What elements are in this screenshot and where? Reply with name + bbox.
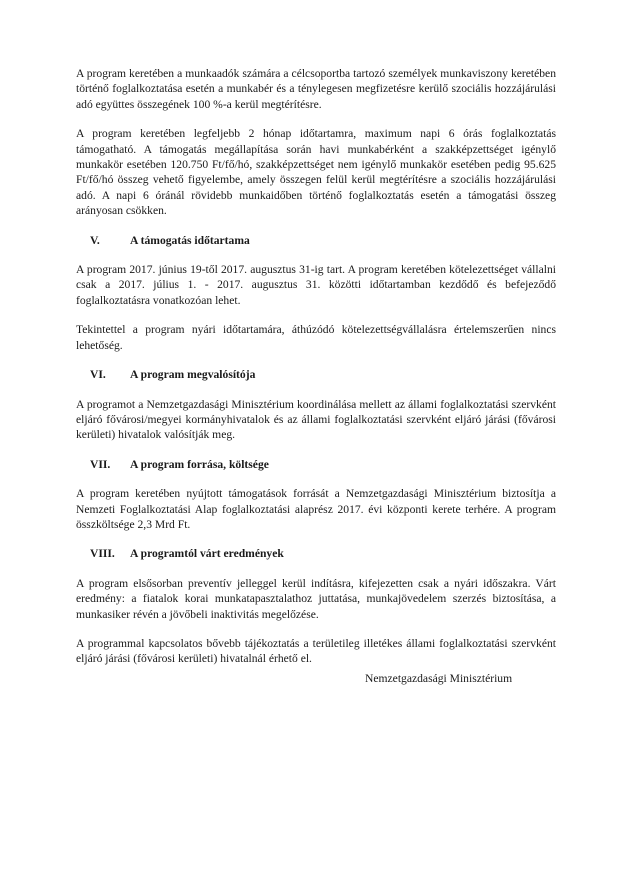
section-number: VII. (90, 457, 111, 471)
document-body (76, 66, 556, 667)
paragraph-reimbursement: A program keretében a munkaadók számára a célcsoportba tartozó személyek munkaviszony keretében történő foglalkoztatása esetén a munkabér és a ténylegesen megfizetésre kerülő szociális hozzájárulási adó együttes összegének 100 %-a kerül megtérítésre. (76, 67, 556, 111)
section-title: A program megvalósítója (130, 368, 256, 382)
section-heading-implementer (76, 367, 556, 382)
signature-ministry: Nemzetgazdasági Minisztérium (365, 672, 513, 685)
paragraph-funding: A program keretében nyújtott támogatások forrását a Nemzetgazdasági Minisztérium biztosítja a Nemzeti Foglalkoztatási Alap foglalkoztatási alaprész 2017. évi központi kerete terhére. A program összköltsége 2,3 Mrd Ft. (76, 487, 556, 531)
section-number: V. (90, 233, 100, 247)
section-number: VI. (90, 368, 106, 382)
section-heading-expected-results (76, 546, 556, 561)
paragraph-duration: A program 2017. június 19-től 2017. augusztus 31-ig tart. A program keretében kötelezettséget vállalni csak a 2017. július 1. - 2017. augusztus 31. közötti időtartamban kezdődő és befejeződő foglalkoztatásra vonatkozóan lehet. (76, 263, 556, 307)
paragraph-more-info: A programmal kapcsolatos bővebb tájékoztatás a területileg illetékes állami foglalkoztatási szervként eljáró járási (fővárosi kerületi) hivatalnál érhető el. (76, 636, 556, 666)
paragraph-no-carryover: Tekintettel a program nyári időtartamára, áthúzódó kötelezettségvállalásra értelemszerűen nincs lehetőség. (76, 323, 556, 352)
section-title: A program forrása, költsége (130, 457, 269, 471)
section-heading-duration (76, 233, 556, 248)
section-heading-funding (76, 457, 556, 472)
paragraph-implementer: A programot a Nemzetgazdasági Minisztérium koordinálása mellett az állami foglalkoztatási szervként eljáró fővárosi/megyei kormányhivatalok és az állami foglalkoztatási szervként eljáró járási (fővárosi kerületi) hivatalok valósítják meg. (76, 397, 556, 442)
paragraph-support-amount: A program keretében legfeljebb 2 hónap időtartamra, maximum napi 6 órás foglalkoztatás támogatható. A támogatás megállapítása során havi munkabérként a szakképzettséget igénylő munkakör esetében 120.750 Ft/fő/hó, szakképzettséget nem igénylő munkakör esetében pedig 95.625 Ft/fő/hó összeg vehető figyelembe, amely összegen felül kerül megtérítésre a szociális hozzájárulási adó. A napi 6 óránál rövidebb munkaidőben történő foglalkoztatás esetén a támogatási összeg arányosan csökken. (76, 127, 556, 218)
section-number: VIII. (90, 547, 115, 561)
section-title: A programtól várt eredmények (130, 547, 284, 561)
section-title: A támogatás időtartama (130, 233, 250, 247)
paragraph-expected-results: A program elsősorban preventív jelleggel kerül indításra, kifejezetten csak a nyári időszakra. Várt eredmény: a fiatalok korai munkatapasztalathoz juttatása, munkajövedelem szerzés biztosítása, a munkasiker révén a jövőbeli inaktivitás megelőzése. (76, 576, 556, 621)
